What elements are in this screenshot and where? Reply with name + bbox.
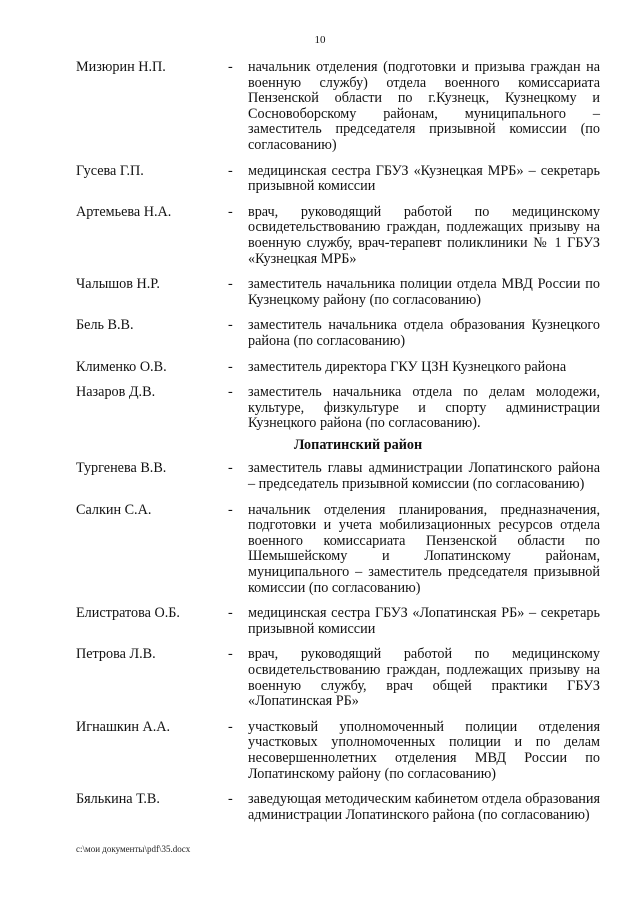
member-row (76, 318, 600, 349)
dash-separator: - (228, 718, 233, 735)
member-position: врач, руководящий работой по медицинскому освидетельствованию граждан, подлежащих призыву на военную службу, врач общей практики ГБУЗ «Лопатинская РБ» (248, 646, 600, 710)
member-position: заместитель начальника отдела образования Кузнецкого района (по согласованию) (248, 317, 600, 349)
dash-separator: - (228, 203, 233, 220)
member-row (76, 792, 600, 823)
file-path-footer: c:\мои документы\pdf\35.docx (76, 844, 191, 854)
dash-separator: - (228, 276, 233, 293)
member-name: Назаров Д.В. (76, 384, 156, 401)
dash-separator: - (228, 59, 233, 75)
member-row (76, 360, 600, 376)
member-row (76, 60, 600, 154)
member-row (76, 503, 600, 597)
member-name: Мизюрин Н.П. (76, 59, 166, 75)
member-row (76, 205, 600, 267)
page-number: 10 (314, 34, 326, 46)
member-row (76, 647, 600, 709)
member-position: заместитель начальника полиции отдела МВД России по Кузнецкому району (по согласованию) (248, 276, 600, 308)
member-row (76, 277, 600, 308)
commission-member-list (76, 60, 600, 833)
member-position: начальник отделения планирования, предназначения, подготовки и учета мобилизационных ресурсов отдела военного комиссариата Пензенской области по Шемышейскому и Лопатинскому районам, муниципального – заместитель председателя призывной комиссии (по согласованию) (248, 501, 600, 596)
member-name: Бялькина Т.В. (76, 791, 160, 808)
member-name: Петрова Л.В. (76, 646, 156, 663)
dash-separator: - (228, 162, 233, 179)
member-position: врач, руководящий работой по медицинскому освидетельствованию граждан, подлежащих призыву на военную службу, врач-терапевт поликлиники № 1 ГБУЗ «Кузнецкая МРБ» (248, 203, 600, 267)
member-name: Салкин С.А. (76, 501, 152, 518)
member-position: начальник отделения (подготовки и призыва граждан на военную службу) отдела военного комиссариата Пензенской области по г.Кузнецк, Кузнецкому и Сосновоборскому районам, муниципального – заместитель председателя призывной комиссии (по согласованию) (248, 59, 600, 153)
member-position: заместитель главы администрации Лопатинского района – председатель призывной комиссии (по согласованию) (248, 460, 600, 493)
member-row (76, 461, 600, 492)
member-row (76, 164, 600, 195)
dash-separator: - (228, 317, 233, 334)
member-name: Артемьева Н.А. (76, 203, 172, 220)
dash-separator: - (228, 791, 233, 808)
dash-separator: - (228, 358, 233, 375)
dash-separator: - (228, 646, 233, 663)
member-name: Елистратова О.Б. (76, 605, 180, 622)
dash-separator: - (228, 384, 233, 401)
member-position: медицинская сестра ГБУЗ «Лопатинская РБ» – секретарь призывной комиссии (248, 605, 600, 637)
member-name: Гусева Г.П. (76, 162, 144, 179)
member-row (76, 720, 600, 782)
member-position: заведующая методическим кабинетом отдела образования администрации Лопатинского района (по согласованию) (248, 791, 600, 823)
dash-separator: - (228, 460, 233, 477)
member-position: медицинская сестра ГБУЗ «Кузнецкая МРБ» – секретарь призывной комиссии (248, 162, 600, 195)
member-position: участковый уполномоченный полиции отделения участковых уполномоченных полиции и по делам несовершеннолетних отделения МВД России по Лопатинскому району (по согласованию) (248, 718, 600, 782)
member-position: заместитель директора ГКУ ЦЗН Кузнецкого района (248, 358, 567, 375)
member-name: Бель В.В. (76, 317, 134, 334)
member-name: Тургенева В.В. (76, 460, 167, 477)
member-name: Клименко О.В. (76, 358, 167, 375)
member-row (76, 606, 600, 637)
member-name: Чалышов Н.Р. (76, 276, 160, 293)
dash-separator: - (228, 501, 233, 518)
dash-separator: - (228, 605, 233, 622)
member-name: Игнашкин А.А. (76, 718, 171, 735)
section-heading: Лопатинский район (293, 436, 423, 453)
member-position: заместитель начальника отдела по делам молодежи, культуре, физкультуре и спорту администрации Кузнецкого района (по согласованию). (248, 384, 600, 432)
member-row (76, 385, 600, 432)
